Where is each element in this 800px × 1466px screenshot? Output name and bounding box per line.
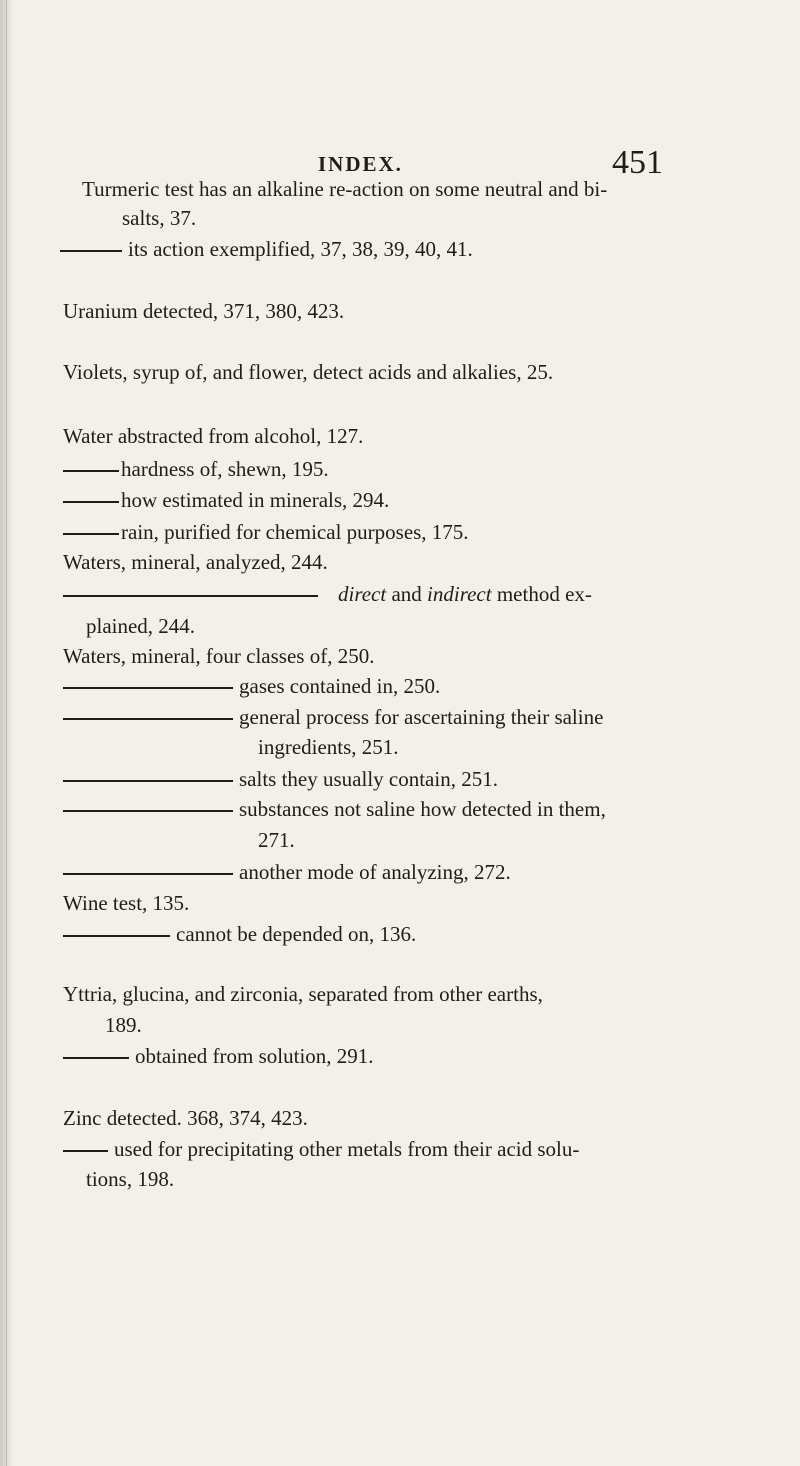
entry-text: hardness of, shewn, 195.	[121, 457, 329, 481]
ditto-dash	[63, 1057, 129, 1059]
index-entry-continuation	[86, 614, 195, 638]
page-number: 451	[612, 144, 663, 181]
index-subentry	[63, 674, 440, 698]
entry-text: Waters, mineral, four classes of, 250.	[63, 644, 375, 668]
index-entry-yttria	[63, 982, 543, 1006]
entry-text: salts, 37.	[122, 206, 197, 230]
entry-text: obtained from solution, 291.	[135, 1044, 374, 1068]
index-entry-waters-classes	[63, 644, 374, 668]
entry-text: Zinc detected. 368, 374, 423.	[63, 1106, 308, 1130]
index-subentry	[63, 767, 498, 791]
index-subentry	[60, 237, 473, 261]
ditto-dash	[63, 935, 170, 937]
entry-text: general process for ascertaining their saline	[239, 705, 604, 729]
entry-text: ingredients, 251.	[258, 735, 399, 759]
entry-text: Waters, mineral, analyzed, 244.	[63, 550, 328, 574]
entry-text-italic: direct	[338, 582, 387, 606]
entry-text: plained, 244.	[86, 614, 196, 638]
ditto-dash	[63, 501, 119, 503]
entry-text: rain, purified for chemical purposes, 175.	[121, 520, 469, 544]
entry-text-italic: indirect	[427, 582, 492, 606]
entry-text: 189.	[105, 1013, 142, 1037]
entry-text: tions, 198.	[86, 1167, 175, 1191]
index-subentry	[63, 860, 511, 884]
binding-shadow	[0, 0, 14, 1466]
index-entry-uranium	[63, 299, 344, 323]
ditto-dash	[63, 718, 233, 720]
ditto-dash	[63, 810, 233, 812]
index-subentry	[63, 705, 603, 729]
index-entry-zinc	[63, 1106, 308, 1130]
entry-text: Wine test, 135.	[63, 891, 190, 915]
entry-text: used for precipitating other metals from their acid solu-	[114, 1137, 580, 1161]
index-entry-continuation	[122, 206, 196, 230]
index-subentry	[63, 1044, 374, 1068]
index-subentry	[63, 520, 469, 544]
entry-text: 271.	[258, 828, 295, 852]
ditto-dash	[63, 470, 119, 472]
ditto-dash	[60, 250, 122, 252]
ditto-dash	[63, 873, 233, 875]
index-subentry	[63, 922, 416, 946]
entry-text: Violets, syrup of, and flower, detect acids and alkalies, 25.	[63, 360, 554, 384]
index-entry-wine	[63, 891, 189, 915]
index-entry-continuation	[258, 735, 399, 759]
running-head: INDEX.	[318, 152, 403, 176]
index-subentry	[63, 488, 389, 512]
entry-text: method ex-	[491, 582, 592, 606]
index-entry-continuation	[258, 828, 295, 852]
ditto-dash	[63, 533, 119, 535]
entry-text: salts they usually contain, 251.	[239, 767, 498, 791]
ditto-dash	[63, 780, 233, 782]
ditto-dash	[63, 1150, 108, 1152]
entry-text: how estimated in minerals, 294.	[121, 488, 390, 512]
index-entry-continuation	[86, 1167, 174, 1191]
entry-text: Turmeric test has an alkaline re-action on some neutral and bi-	[82, 177, 608, 201]
entry-text: gases contained in, 250.	[239, 674, 441, 698]
index-subentry	[63, 582, 592, 606]
ditto-dash	[63, 595, 318, 597]
entry-text: Yttria, glucina, and zirconia, separated from other earths,	[63, 982, 543, 1006]
index-subentry	[63, 797, 606, 821]
entry-text: cannot be depended on, 136.	[176, 922, 417, 946]
index-entry-violets	[63, 360, 553, 384]
entry-text: another mode of analyzing, 272.	[239, 860, 511, 884]
index-entry-turmeric	[82, 177, 796, 201]
binding-edge	[6, 0, 7, 1466]
entry-text: Water abstracted from alcohol, 127.	[63, 424, 364, 448]
entry-text: and	[386, 582, 428, 606]
index-subentry	[63, 1137, 579, 1161]
entry-text: Uranium detected, 371, 380, 423.	[63, 299, 345, 323]
index-subentry	[63, 457, 329, 481]
index-entry-water	[63, 424, 363, 448]
entry-text: its action exemplified, 37, 38, 39, 40, 41.	[128, 237, 473, 261]
ditto-dash	[63, 687, 233, 689]
index-entry-continuation	[105, 1013, 142, 1037]
entry-text: substances not saline how detected in them,	[239, 797, 606, 821]
index-entry-waters	[63, 550, 328, 574]
